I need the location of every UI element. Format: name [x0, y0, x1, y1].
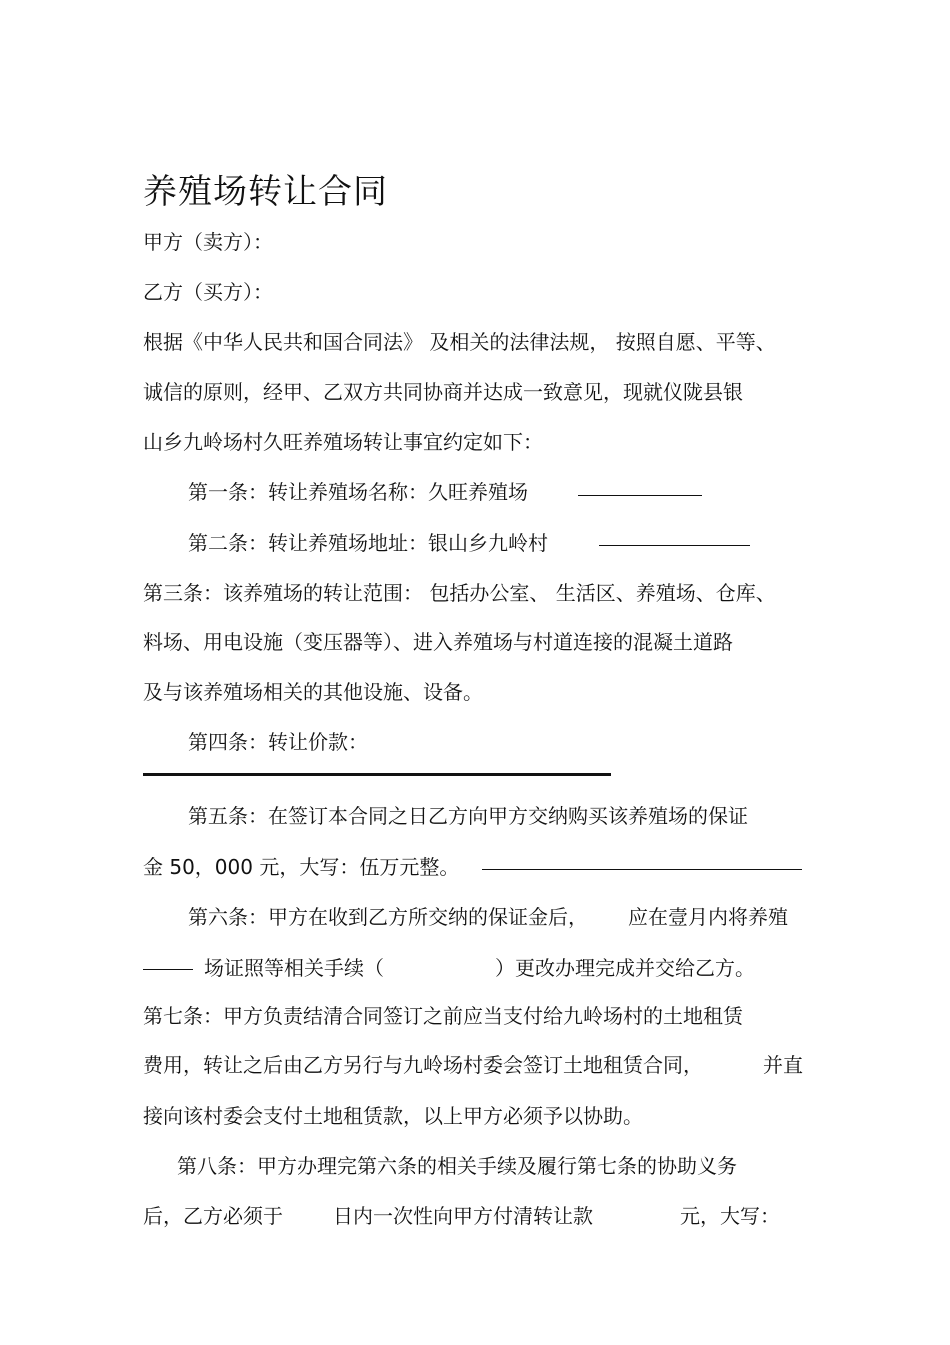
article-1-blank-line [578, 495, 702, 496]
article-8-line-2c: 元，大写： [680, 1204, 780, 1228]
document-title: 养殖场转让合同 [143, 172, 388, 212]
article-8-line-2b: 日内一次性向甲方付清转让款 [333, 1204, 593, 1228]
article-7-line-3: 接向该村委会支付土地租赁款，以上甲方必须予以协助。 [143, 1104, 643, 1128]
article-6-line-2: 场证照等相关手续（ [204, 956, 384, 980]
article-5-blank-line [482, 869, 802, 870]
article-1: 第一条：转让养殖场名称：久旺养殖场 [188, 480, 528, 504]
article-6-lead-blank [143, 969, 193, 970]
article-7-line-2: 费用，转让之后由乙方另行与九岭场村委会签订土地租赁合同， [143, 1053, 703, 1077]
article-4-blank-line [143, 773, 611, 776]
article-3-line-2: 料场、用电设施（变压器等）、进入养殖场与村道连接的混凝土道路 [143, 630, 733, 654]
article-2: 第二条：转让养殖场地址：银山乡九岭村 [188, 531, 548, 555]
article-3-line-3: 及与该养殖场相关的其他设施、设备。 [143, 680, 483, 704]
article-6-line-2-tail: ）更改办理完成并交给乙方。 [495, 956, 755, 980]
article-8-line-1: 第八条：甲方办理完第六条的相关手续及履行第七条的协助义务 [177, 1154, 737, 1178]
article-6-line-1-tail: 应在壹月内将养殖 [628, 905, 788, 929]
article-4: 第四条：转让价款： [188, 730, 368, 754]
article-3-line-1: 第三条：该养殖场的转让范围： 包括办公室、 生活区、养殖场、仓库、 [143, 581, 776, 605]
article-7-line-2-tail: 并直 [763, 1053, 803, 1077]
article-5-line-1: 第五条：在签订本合同之日乙方向甲方交纳购买该养殖场的保证 [188, 804, 748, 828]
intro-line-3: 山乡九岭场村久旺养殖场转让事宜约定如下： [143, 430, 543, 454]
article-6-line-1: 第六条：甲方在收到乙方所交纳的保证金后， [188, 905, 588, 929]
intro-line-2: 诚信的原则，经甲、乙双方共同协商并达成一致意见，现就仪陇县银 [143, 380, 743, 404]
intro-line-1: 根据《中华人民共和国合同法》 及相关的法律法规， 按照自愿、平等、 [143, 330, 776, 354]
article-5-line-2: 金 50，000 元，大写：伍万元整。 [143, 855, 460, 879]
article-7-line-1: 第七条：甲方负责结清合同签订之前应当支付给九岭场村的土地租赁 [143, 1004, 743, 1028]
article-2-blank-line [599, 545, 750, 546]
party-b-label: 乙方（买方）： [143, 280, 273, 304]
article-8-line-2a: 后，乙方必须于 [143, 1204, 283, 1228]
party-a-label: 甲方（卖方）： [143, 230, 273, 254]
